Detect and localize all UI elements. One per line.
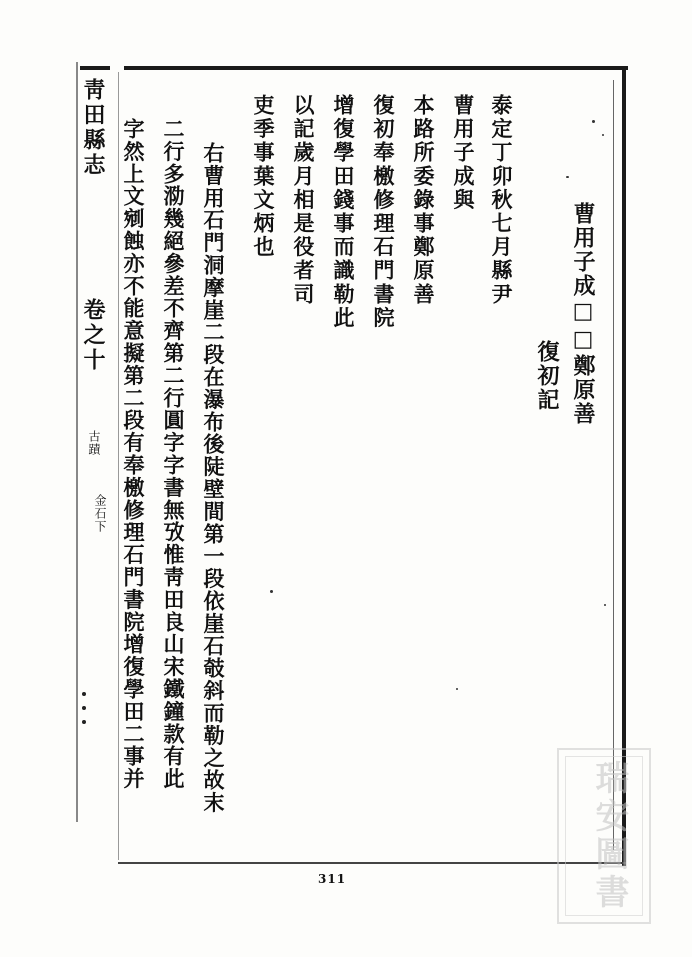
inscription-line: 吏季事葉文炳也 [251, 94, 276, 260]
scan-speck [604, 604, 606, 606]
subsection-label: 金石下 [93, 494, 107, 533]
book-title: 靑田縣志 [80, 78, 106, 178]
frame-right-border [622, 66, 626, 866]
inscription-line: 增復學田錢事而識勒此 [331, 94, 356, 330]
frame-bottom-border [118, 862, 626, 864]
page-number: 311 [318, 872, 347, 886]
dot [82, 720, 86, 724]
scan-speck [456, 688, 458, 690]
volume-label: 卷之十 [80, 298, 106, 373]
scan-speck [566, 176, 569, 178]
dot [82, 706, 86, 710]
section-label: 古蹟 [87, 430, 101, 456]
inscription-line: 泰定丁卯秋七月縣尹 [489, 94, 514, 307]
dot [82, 692, 86, 696]
seal-text: 瑞安圖書 [589, 760, 629, 912]
frame-top-gap [110, 65, 124, 72]
inscription-title: 曹用子成□□鄭原善 [570, 202, 596, 426]
commentary-line: 二行多泐幾絕參差不齊第二行圓字字書無攷惟靑田良山宋鐵鐘款有此 [161, 118, 186, 790]
scan-speck [270, 590, 273, 593]
commentary-line: 右曹用石門洞摩崖二段在瀑布後陡壁間第一段依崖石攲斜而勒之故末 [201, 142, 226, 814]
scan-speck [602, 134, 604, 136]
frame-right-inner-rule [613, 80, 614, 850]
inscription-line: 復初奉檄修理石門書院 [371, 94, 396, 330]
library-seal [557, 748, 651, 924]
inscription-line: 曹用子成與 [451, 94, 476, 212]
inscription-line: 本路所委錄事鄭原善 [411, 94, 436, 307]
margin-rule-inner [118, 70, 119, 860]
inscription-line: 以記歲月相是役者司 [291, 94, 316, 307]
inscription-subtitle: 復初記 [534, 340, 560, 412]
margin-dots [82, 692, 88, 732]
scan-speck [592, 120, 595, 123]
frame-top-border [80, 66, 628, 70]
margin-rule-outer [76, 62, 78, 822]
commentary-line: 字然上文剜蝕亦不能意擬第二段有奉檄修理石門書院增復學田二事并 [121, 118, 146, 790]
